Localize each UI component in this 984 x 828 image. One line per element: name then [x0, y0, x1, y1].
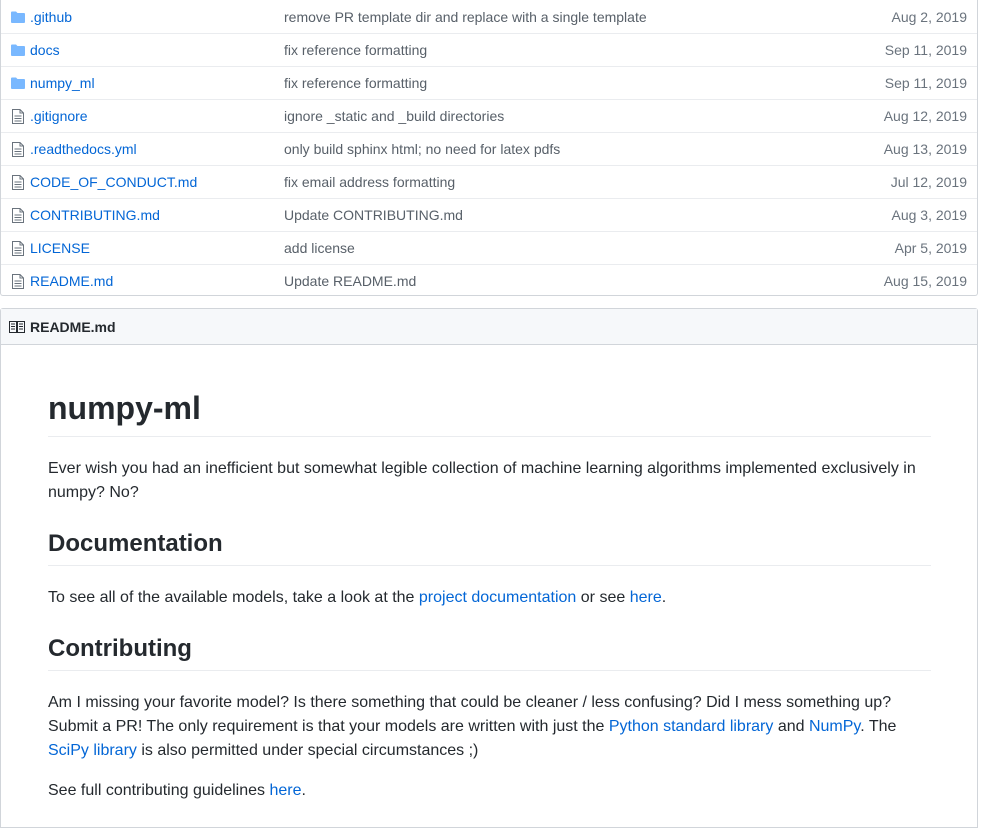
readme-intro: Ever wish you had an inefficient but somewhat legible collection of machine learning algorithms implemented exclusively in numpy? No? [48, 460, 916, 501]
file-name-link[interactable]: README.md [30, 273, 114, 289]
file-row[interactable] [1, 132, 977, 165]
readme-header-title: README.md [30, 318, 116, 335]
readme-box [0, 308, 978, 828]
file-name-link[interactable]: LICENSE [30, 240, 90, 256]
file-name-link[interactable]: .gitignore [30, 108, 88, 124]
documentation-text: To see all of the available models, take a look at the [48, 589, 419, 606]
contributing-text-end: is also permitted under special circumstances ;) [136, 742, 479, 759]
guidelines-paragraph [48, 779, 931, 803]
commit-message-link[interactable]: ignore _static and _build directories [284, 108, 505, 124]
guidelines-text-end: . [301, 782, 306, 799]
guidelines-text: See full contributing guidelines [48, 782, 270, 799]
file-name-link[interactable]: .github [30, 8, 73, 25]
commit-message-link[interactable]: fix reference formatting [284, 42, 428, 58]
commit-age: Sep 11, 2019 [884, 42, 967, 58]
commit-message-link[interactable]: fix email address formatting [284, 174, 456, 190]
contributing-text-and: and [773, 718, 809, 735]
documentation-here-link[interactable]: here [629, 589, 662, 606]
guidelines-here-link[interactable]: here [269, 782, 302, 799]
contributing-text: Am I missing your favorite model? Is there something that could be cleaner / less confusing? Did I mess something up? Submit a PR! The only requirement is that your models are written with just the [48, 694, 892, 735]
file-icon [11, 174, 25, 190]
readme-header [1, 309, 977, 345]
file-icon [11, 108, 25, 124]
file-row[interactable] [1, 33, 977, 66]
commit-message-link[interactable]: Update README.md [284, 273, 417, 289]
scipy-library-link[interactable]: SciPy library [48, 742, 137, 759]
file-icon [11, 273, 25, 289]
commit-age: Jul 12, 2019 [890, 174, 967, 190]
python-standard-library-link[interactable]: Python standard library [608, 718, 774, 735]
file-icon [11, 240, 25, 256]
commit-age: Apr 5, 2019 [894, 240, 967, 256]
documentation-heading: Documentation [48, 529, 931, 566]
documentation-paragraph [48, 586, 931, 610]
commit-message-link[interactable]: only build sphinx html; no need for latex pdfs [284, 141, 561, 157]
file-row[interactable] [1, 264, 977, 297]
file-name-link[interactable]: docs [30, 42, 60, 58]
readme-content [1, 388, 977, 803]
commit-message-link[interactable]: remove PR template dir and replace with a single template [284, 8, 647, 25]
folder-icon [11, 9, 25, 25]
contributing-text-the: . The [860, 718, 897, 735]
readme-title: numpy-ml [48, 388, 931, 437]
commit-message-link[interactable]: fix reference formatting [284, 75, 428, 91]
documentation-text-end: . [661, 589, 667, 606]
folder-icon [11, 75, 25, 91]
commit-age: Aug 13, 2019 [883, 141, 967, 157]
project-documentation-link[interactable]: project documentation [418, 589, 577, 606]
contributing-heading: Contributing [48, 634, 931, 671]
numpy-link[interactable]: NumPy [808, 718, 861, 735]
file-icon [11, 141, 25, 157]
file-name-link[interactable]: CONTRIBUTING.md [30, 207, 160, 223]
file-row[interactable] [1, 165, 977, 198]
file-name-link[interactable]: numpy_ml [30, 75, 95, 91]
file-name-link[interactable]: .readthedocs.yml [30, 141, 137, 157]
commit-age: Aug 2, 2019 [891, 8, 967, 25]
file-row[interactable] [1, 198, 977, 231]
file-row[interactable] [1, 99, 977, 132]
file-row[interactable] [1, 0, 977, 33]
commit-message-link[interactable]: add license [284, 240, 355, 256]
file-name-link[interactable]: CODE_OF_CONDUCT.md [30, 174, 198, 190]
commit-age: Aug 3, 2019 [891, 207, 967, 223]
commit-age: Aug 12, 2019 [883, 108, 967, 124]
commit-message-link[interactable]: Update CONTRIBUTING.md [284, 207, 463, 223]
documentation-text-mid: or see [576, 589, 630, 606]
commit-age: Sep 11, 2019 [884, 75, 967, 91]
book-icon [9, 320, 25, 334]
file-icon [11, 207, 25, 223]
commit-age: Aug 15, 2019 [883, 273, 967, 289]
file-row[interactable] [1, 66, 977, 99]
file-row[interactable] [1, 231, 977, 264]
folder-icon [11, 42, 25, 58]
contributing-paragraph [48, 691, 931, 763]
file-table [0, 0, 978, 296]
